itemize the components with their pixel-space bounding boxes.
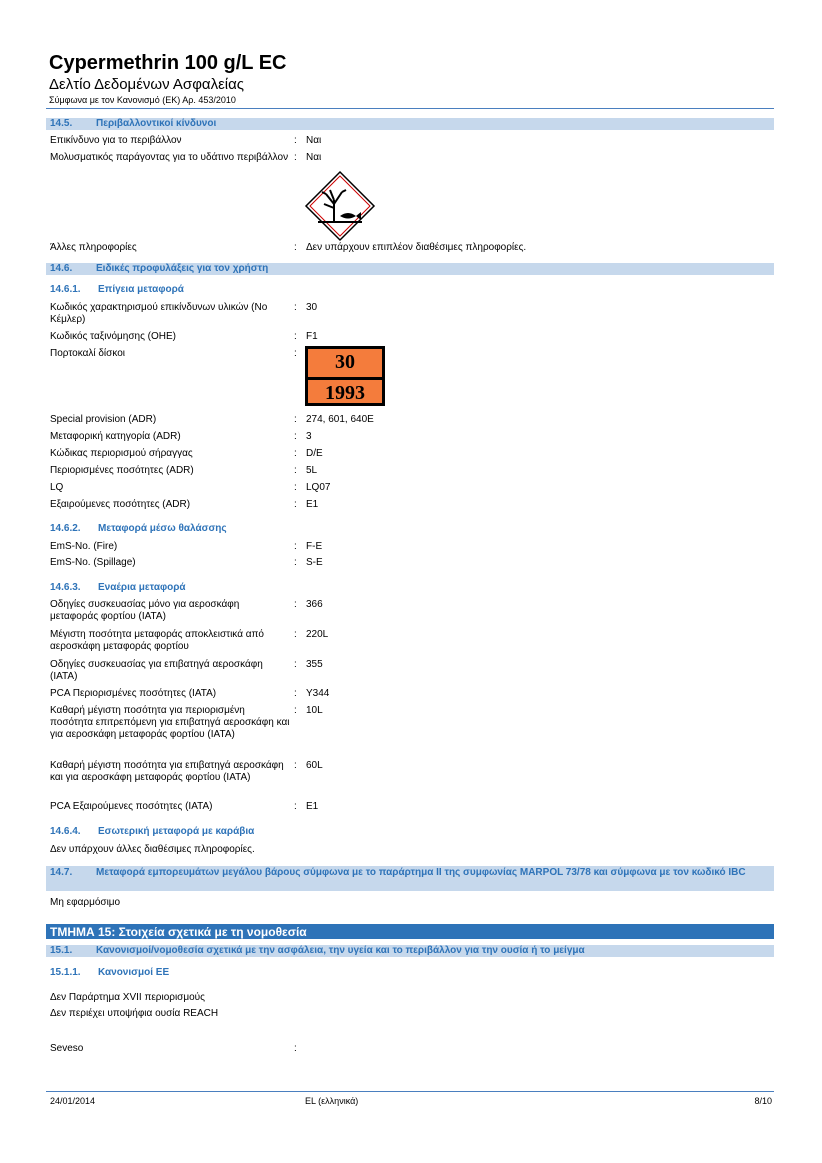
row-label: LQ	[50, 482, 64, 493]
row-value: D/E	[306, 448, 323, 459]
colon: :	[294, 499, 297, 510]
row-value: 60L	[306, 760, 323, 771]
row-label: Μέγιστη ποσότητα μεταφοράς αποκλειστικά από αεροσκάφη μεταφοράς φορτίου	[50, 629, 264, 652]
document-title: Cypermethrin 100 g/L EC	[49, 52, 287, 74]
section-number: 14.6.	[50, 263, 73, 274]
subsection-title: Εναέρια μεταφορά	[98, 582, 186, 593]
section-15-title: ΤΜΗΜΑ 15: Στοιχεία σχετικά με τη νομοθεσία	[50, 925, 307, 939]
section-title: Περιβαλλοντικοί κίνδυνοι	[96, 118, 217, 129]
section-15-header	[46, 924, 774, 939]
colon: :	[294, 659, 297, 670]
row-label: Οδηγίες συσκευασίας για επιβατηγά αεροσκάφη (IATA)	[50, 659, 263, 682]
colon: :	[294, 760, 297, 771]
subsection-number: 14.6.1.	[50, 284, 81, 295]
row-label: Άλλες πληροφορίες	[50, 242, 137, 253]
row-label: PCA Περιορισμένες ποσότητες (IATA)	[50, 688, 217, 699]
row-value: Ναι	[306, 135, 322, 146]
subsection-number: 14.6.2.	[50, 523, 81, 534]
colon: :	[294, 414, 297, 425]
colon: :	[294, 599, 297, 610]
section-title: Ειδικές προφυλάξεις για τον χρήστη	[96, 263, 269, 274]
colon: :	[294, 557, 297, 568]
row-value: 366	[306, 599, 323, 610]
row-label: Κωδικός ταξινόμησης (ΟΗΕ)	[50, 331, 177, 342]
row-value: 274, 601, 640E	[306, 414, 374, 425]
subsection-title: Μεταφορά μέσω θαλάσσης	[98, 523, 227, 534]
hazard-id-number: 30	[335, 351, 355, 373]
colon: :	[294, 448, 297, 459]
row-label: EmS-No. (Fire)	[50, 541, 118, 552]
subsection-number: 14.6.4.	[50, 826, 81, 837]
regulation-line: Σύμφωνα με τον Κανονισμό (ΕΚ) Αρ. 453/2010	[49, 95, 236, 105]
subsection-number: 14.6.3.	[50, 582, 81, 593]
colon: :	[294, 705, 297, 716]
row-label: Καθαρή μέγιστη ποσότητα για περιορισμένη ποσότητα επιτρεπόμενη για επιβατηγά αεροσκάφη και για αεροσκάφη μεταφοράς φορτίου (IATA)	[50, 705, 290, 740]
environment-hazard-icon	[304, 170, 376, 242]
section-title: Κανονισμοί/νομοθεσία σχετικά με την ασφάλεια, την υγεία και το περιβάλλον για την ουσία ή το μείγμα	[96, 945, 585, 956]
colon: :	[294, 541, 297, 552]
row-value: E1	[306, 499, 319, 510]
footer-rule	[46, 1091, 774, 1092]
row-label: Κωδικός χαρακτηρισμού επικίνδυνων υλικών (Νο Κέμλερ)	[50, 302, 268, 325]
row-label: Οδηγίες συσκευασίας μόνο για αεροσκάφη μεταφοράς φορτίου (IATA)	[50, 599, 240, 622]
subsection-title: Εσωτερική μεταφορά με καράβια	[98, 826, 255, 837]
header-rule	[46, 108, 774, 109]
section-bar-14-6	[46, 263, 774, 275]
row-label: Μολυσματικός παράγοντας για το υδάτινο περιβάλλον	[50, 152, 289, 163]
row-label: Κώδικας περιορισμού σήραγγας	[50, 448, 193, 459]
row-value: Y344	[306, 688, 330, 699]
row-value: E1	[306, 801, 319, 812]
orange-plate	[305, 346, 385, 406]
row-value: 220L	[306, 629, 329, 640]
row-label: Special provision (ADR)	[50, 414, 157, 425]
row-label: Μεταφορική κατηγορία (ADR)	[50, 431, 181, 442]
footer-date: 24/01/2014	[50, 1096, 96, 1106]
row-label: Περιορισμένες ποσότητες (ADR)	[50, 465, 194, 476]
row-value: 10L	[306, 705, 323, 716]
info-text: Δεν υπάρχουν άλλες διαθέσιμες πληροφορίες.	[50, 844, 255, 855]
info-text: Δεν περιέχει υποψήφια ουσία REACH	[50, 1008, 219, 1019]
colon: :	[294, 242, 297, 253]
colon: :	[294, 135, 297, 146]
row-value: Ναι	[306, 152, 322, 163]
section-title: Μεταφορά εμπορευμάτων μεγάλου βάρους σύμφωνα με το παράρτημα II της συμφωνίας MARPOL 73/78 και σύμφωνα με τον κωδικό IBC	[96, 867, 746, 878]
subsection-title: Επίγεια μεταφορά	[98, 284, 184, 295]
row-value: F-E	[306, 541, 323, 552]
section-number: 14.7.	[50, 867, 73, 878]
row-value: S-E	[306, 557, 323, 568]
row-label: PCA Εξαιρούμενες ποσότητες (IATA)	[50, 801, 213, 812]
subsection-title: Κανονισμοί ΕΕ	[98, 967, 170, 978]
colon: :	[294, 152, 297, 163]
colon: :	[294, 302, 297, 313]
colon: :	[294, 1043, 297, 1054]
section-number: 14.5.	[50, 118, 73, 129]
colon: :	[294, 629, 297, 640]
colon: :	[294, 801, 297, 812]
colon: :	[294, 331, 297, 342]
colon: :	[294, 688, 297, 699]
section-bar-14-5	[46, 118, 774, 130]
section-number: 15.1.	[50, 945, 73, 956]
section-bar-15-1	[46, 945, 774, 957]
row-value: Δεν υπάρχουν επιπλέον διαθέσιμες πληροφορίες.	[306, 242, 527, 253]
un-number: 1993	[308, 377, 382, 407]
colon: :	[294, 465, 297, 476]
row-label: Seveso	[50, 1043, 84, 1054]
colon: :	[294, 431, 297, 442]
footer-page-number: 8/10	[754, 1096, 772, 1106]
colon: :	[294, 482, 297, 493]
row-value: 355	[306, 659, 323, 670]
row-label: EmS-No. (Spillage)	[50, 557, 136, 568]
row-value: F1	[306, 331, 318, 342]
info-text: Μη εφαρμόσιμο	[50, 897, 121, 908]
subsection-number: 15.1.1.	[50, 967, 81, 978]
row-value: 3	[306, 431, 312, 442]
row-label: Εξαιρούμενες ποσότητες (ADR)	[50, 499, 191, 510]
section-bar-14-7	[46, 866, 774, 891]
row-label: Πορτοκαλί δίσκοι	[50, 348, 125, 359]
row-label: Επικίνδυνο για το περιβάλλον	[50, 135, 182, 146]
document-subtitle: Δελτίο Δεδομένων Ασφαλείας	[49, 76, 245, 93]
row-value: 5L	[306, 465, 318, 476]
row-value: LQ07	[306, 482, 331, 493]
row-value: 30	[306, 302, 318, 313]
footer-language: EL (ελληνικά)	[305, 1096, 359, 1106]
row-label: Καθαρή μέγιστη ποσότητα για επιβατηγά αεροσκάφη και για αεροσκάφη μεταφοράς φορτίου (IATA)	[50, 760, 284, 783]
info-text: Δεν Παράρτημα XVII περιορισμούς	[50, 992, 205, 1003]
colon: :	[294, 348, 297, 359]
